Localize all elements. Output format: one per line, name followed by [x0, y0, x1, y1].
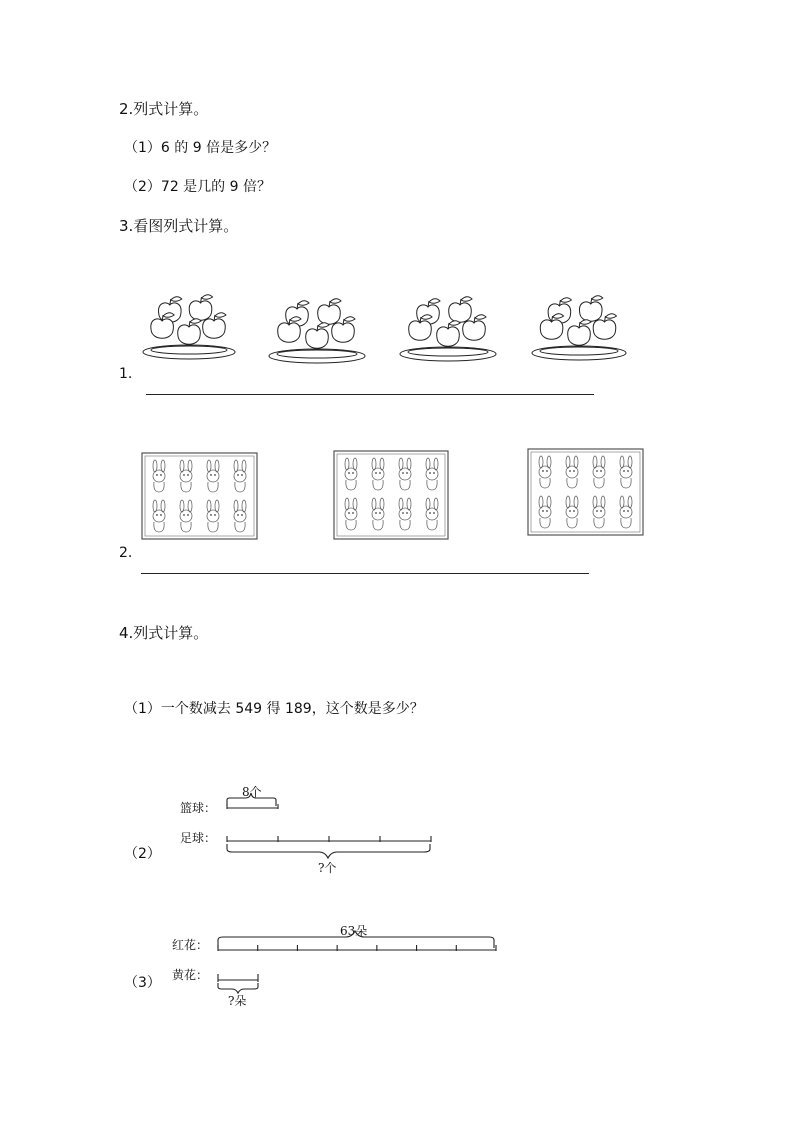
q3-row2-label: 2.: [119, 545, 133, 561]
basketball-value-label: 8个: [242, 785, 262, 799]
rabbit: [180, 460, 192, 492]
yellow-flower-brace: [218, 983, 258, 993]
rabbit: [345, 458, 357, 490]
apple: [568, 320, 591, 346]
basketball-name: 篮球：: [180, 801, 217, 815]
apple: [318, 299, 341, 325]
apple: [189, 295, 212, 321]
rabbit: [180, 500, 192, 532]
rabbit: [539, 496, 551, 528]
rabbit: [372, 458, 384, 490]
q3-row2-answer-line[interactable]: [141, 573, 589, 574]
rabbit: [153, 500, 165, 532]
apple: [151, 313, 174, 339]
apple: [409, 315, 432, 341]
rabbit: [539, 456, 551, 488]
apple-plate-4: [530, 293, 628, 361]
apple: [159, 297, 182, 323]
apple: [540, 314, 563, 340]
q4-item-1: （1）一个数减去 549 得 189，这个数是多少？: [124, 701, 424, 717]
q3-heading: 3.看图列式计算。: [119, 217, 239, 235]
red-flower-value-label: 63朵: [340, 924, 368, 938]
apple: [178, 319, 201, 345]
football-value-label: ?个: [318, 861, 337, 875]
ball-diagram: [224, 796, 434, 860]
apple-plate-1: [141, 292, 237, 364]
apple: [579, 296, 602, 322]
rabbit: [399, 498, 411, 530]
apple: [306, 323, 329, 349]
football-brace: [227, 844, 430, 858]
red-flower-name: 红花：: [172, 938, 209, 952]
rabbit: [426, 458, 438, 490]
red-flower-brace: [218, 931, 494, 948]
q4-heading: 4.列式计算。: [119, 624, 209, 642]
rabbit: [345, 498, 357, 530]
rabbit: [426, 498, 438, 530]
rabbit: [593, 496, 605, 528]
rabbit: [372, 498, 384, 530]
q4-item-2-label: （2）: [124, 846, 161, 862]
apple-plate-2: [267, 296, 367, 364]
rabbit: [399, 458, 411, 490]
yellow-flower-name: 黄花：: [172, 968, 209, 982]
rabbit: [207, 500, 219, 532]
flower-diagram: [214, 932, 500, 996]
rabbit: [620, 496, 632, 528]
basketball-brace: [227, 793, 276, 806]
rabbit: [153, 460, 165, 492]
rabbit: [234, 460, 246, 492]
football-name: 足球：: [180, 831, 217, 845]
rabbit: [234, 500, 246, 532]
rabbit-frame-1: [141, 452, 258, 540]
frame-border: [142, 453, 257, 539]
apple: [278, 317, 301, 343]
rabbit: [566, 496, 578, 528]
rabbit: [207, 460, 219, 492]
q2-item-1: （1）6 的 9 倍是多少？: [124, 140, 277, 156]
apple: [449, 297, 472, 323]
q4-item-3-label: （3）: [124, 975, 161, 991]
rabbit: [566, 456, 578, 488]
rabbit: [593, 456, 605, 488]
yellow-flower-value-label: ?朵: [228, 994, 247, 1008]
rabbit: [620, 456, 632, 488]
q3-row1-label: 1.: [119, 366, 133, 382]
apple: [437, 321, 460, 347]
q2-heading: 2.列式计算。: [119, 100, 209, 118]
rabbit-frame-2: [333, 450, 449, 540]
apple-plate-3: [398, 294, 498, 362]
rabbit-frame-3: [527, 448, 644, 536]
frame-border: [528, 449, 643, 535]
q3-row1-answer-line[interactable]: [146, 394, 594, 395]
q2-item-2: （2）72 是几的 9 倍？: [124, 179, 271, 195]
frame-border: [334, 451, 448, 539]
